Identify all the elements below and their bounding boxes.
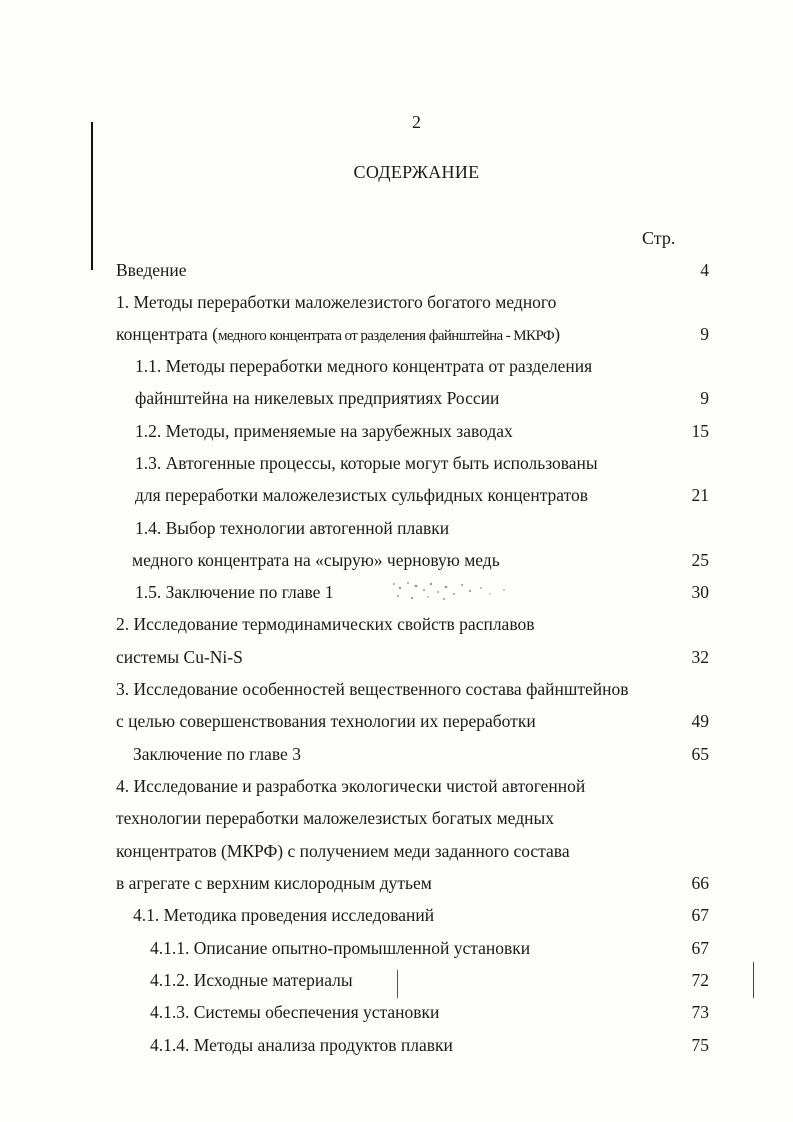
toc-entry-text: 4.1. Методика проведения исследований	[133, 905, 435, 925]
toc-entry-page: 9	[700, 388, 709, 408]
toc-entry-page: 4	[700, 260, 709, 280]
toc-entry-page: 66	[691, 873, 709, 893]
toc-entry-page: 73	[691, 1002, 709, 1022]
toc-entry	[135, 579, 709, 605]
toc-entry	[132, 547, 709, 573]
toc-entry-text: 1. Методы переработки маложелезистого богатого медного	[116, 292, 557, 312]
toc-entry-text: 4.1.1. Описание опытно-промышленной установки	[150, 938, 531, 958]
page-column-label: Стр.	[642, 228, 676, 248]
toc-entry	[133, 741, 709, 767]
toc-entry	[116, 708, 709, 734]
toc-entry	[150, 1032, 709, 1058]
toc-entry-text: 1.1. Методы переработки медного концентрата от разделения	[135, 356, 593, 376]
toc-entry	[116, 870, 709, 896]
toc-entry	[116, 773, 709, 799]
scan-artifact-right-mark	[753, 962, 754, 998]
toc-entry-text: 1.2. Методы, применяемые на зарубежных заводах	[135, 421, 513, 441]
toc-entry-text-start: концентрата (	[116, 324, 218, 344]
toc-entry-page: 49	[691, 711, 709, 731]
toc-entry-text: файнштейна на никелевых предприятиях России	[135, 388, 500, 408]
toc-entry-page: 9	[700, 324, 709, 344]
toc-entry-text: концентратов (МКРФ) с получением меди заданного состава	[116, 841, 570, 861]
toc-entry-text: 2. Исследование термодинамических свойств расплавов	[116, 614, 535, 634]
scan-artifact-left-line	[91, 122, 93, 270]
toc-entry	[133, 902, 709, 928]
toc-entry-page: 65	[691, 744, 709, 764]
toc-entry	[116, 321, 709, 347]
toc-entry	[135, 353, 709, 379]
toc-entry-text: 1.5. Заключение по главе 1	[135, 582, 334, 602]
toc-entry-text-end: )	[554, 324, 561, 344]
toc-entry	[150, 967, 709, 993]
toc-entry-text: 4.1.3. Системы обеспечения установки	[150, 1002, 440, 1022]
toc-entry	[116, 257, 709, 283]
toc-entry-page: 15	[691, 421, 709, 441]
toc-entry	[150, 935, 709, 961]
toc-entry	[116, 805, 709, 831]
toc-entry-text: технологии переработки маложелезистых богатых медных	[116, 808, 554, 828]
toc-entry	[135, 482, 709, 508]
toc-entry	[135, 418, 709, 444]
toc-entry-page: 30	[691, 582, 709, 602]
toc-entry-page: 67	[691, 938, 709, 958]
toc-entry-page: 72	[691, 970, 709, 990]
page-title: СОДЕРЖАНИЕ	[353, 162, 480, 182]
toc-entry-text: 3. Исследование особенностей вещественного состава файнштейнов	[116, 679, 629, 699]
toc-entry-text: медного концентрата на «сырую» черновую медь	[132, 550, 500, 570]
toc-entry	[150, 999, 709, 1025]
toc-entry-page: 67	[691, 905, 709, 925]
toc-entry-text: 1.3. Автогенные процессы, которые могут быть использованы	[135, 453, 598, 473]
toc-entry-text-small: медного концентрата от разделения файнштейна - МКРФ	[217, 328, 555, 344]
toc-entry-text: 1.4. Выбор технологии автогенной плавки	[135, 518, 450, 538]
toc-entry	[116, 611, 709, 637]
toc-entry	[135, 515, 709, 541]
toc-entry-page: 25	[691, 550, 709, 570]
toc-entry	[116, 838, 709, 864]
toc-entry	[135, 450, 709, 476]
toc-entry-text: 4.1.2. Исходные материалы	[150, 970, 353, 990]
toc-entry-text: системы Cu-Ni-S	[116, 647, 243, 667]
toc-entry-text	[116, 321, 560, 349]
page-number: 2	[412, 112, 421, 132]
toc-entry-text: с целью совершенствования технологии их переработки	[116, 711, 536, 731]
toc-entry	[116, 644, 709, 670]
toc-entry-page: 32	[691, 647, 709, 667]
toc-entry-text: Введение	[116, 260, 187, 280]
toc-entry-text: Заключение по главе 3	[133, 744, 301, 764]
toc-entry-page: 21	[691, 485, 709, 505]
toc-entry	[135, 385, 709, 411]
toc-entry	[116, 289, 709, 315]
toc-entry-text: 4. Исследование и разработка экологически чистой автогенной	[116, 776, 586, 796]
toc-entry	[116, 676, 709, 702]
toc-entry-text: для переработки маложелезистых сульфидных концентратов	[135, 485, 589, 505]
toc-entry-page: 75	[691, 1035, 709, 1055]
toc-entry-text: в агрегате с верхним кислородным дутьем	[116, 873, 432, 893]
toc-entry-text: 4.1.4. Методы анализа продуктов плавки	[150, 1035, 453, 1055]
